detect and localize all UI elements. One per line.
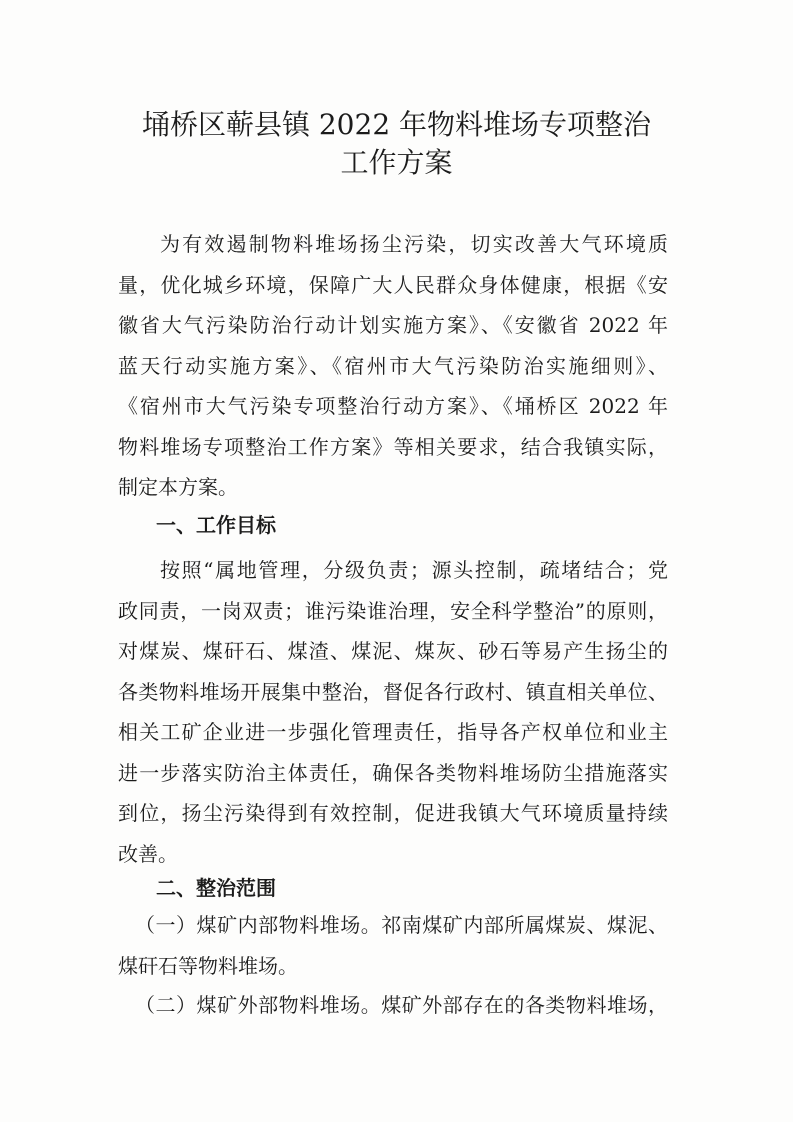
paragraph-line: 制定本方案。	[118, 475, 238, 499]
intro-paragraph	[118, 224, 668, 508]
paragraph-line: 《宿州市大气污染专项整治行动方案》、《埇桥区 2022 年	[118, 394, 668, 418]
paragraph-line: 进一步落实防治主体责任，确保各类物料堆场防尘措施落实	[118, 760, 668, 785]
title-line-2: 工作方案	[340, 146, 453, 179]
paragraph-line: 量，优化城乡环境，保障广大人民群众身体健康，根据《安	[118, 272, 668, 297]
paragraph-line: 到位，扬尘污染得到有效控制，促进我镇大气环境质量持续	[118, 801, 668, 825]
goals-paragraph	[118, 550, 668, 874]
document-title	[0, 106, 793, 182]
paragraph-line: 徽省大气污染防治行动计划实施方案》、《安徽省 2022 年	[118, 313, 668, 337]
paragraph-line: 对煤炭、煤矸石、煤渣、煤泥、煤灰、砂石等易产生扬尘的	[118, 639, 668, 663]
scope-item-1	[118, 905, 668, 986]
paragraph-line: 为有效遏制物料堆场扬尘污染，切实改善大气环境质	[160, 232, 668, 256]
section-heading-goals: 一、工作目标	[156, 513, 276, 537]
paragraph-line: 政同责，一岗双责；谁污染谁治理，安全科学整治”的原则，	[118, 598, 668, 623]
paragraph-line: 煤矸石等物料堆场。	[118, 953, 298, 978]
title-line-1: 埇桥区蕲县镇 2022 年物料堆场专项整治	[141, 108, 652, 141]
paragraph-line: （一）煤矿内部物料堆场。祁南煤矿内部所属煤炭、煤泥、	[135, 913, 668, 937]
paragraph-line: 按照“属地管理，分级负责；源头控制，疏堵结合；党	[160, 558, 668, 582]
paragraph-line: 改善。	[118, 841, 178, 866]
paragraph-line: 蓝天行动实施方案》、《宿州市大气污染防治实施细则》、	[118, 353, 668, 378]
scope-item-2	[118, 985, 668, 1026]
paragraph-line: 物料堆场专项整治工作方案》等相关要求，结合我镇实际，	[118, 434, 668, 459]
paragraph-line: （二）煤矿外部物料堆场。煤矿外部存在的各类物料堆场，	[135, 993, 668, 1017]
paragraph-line: 各类物料堆场开展集中整治，督促各行政村、镇直相关单位、	[118, 679, 668, 704]
paragraph-line: 相关工矿企业进一步强化管理责任，指导各产权单位和业主	[118, 720, 668, 744]
section-heading-scope: 二、整治范围	[156, 876, 276, 900]
